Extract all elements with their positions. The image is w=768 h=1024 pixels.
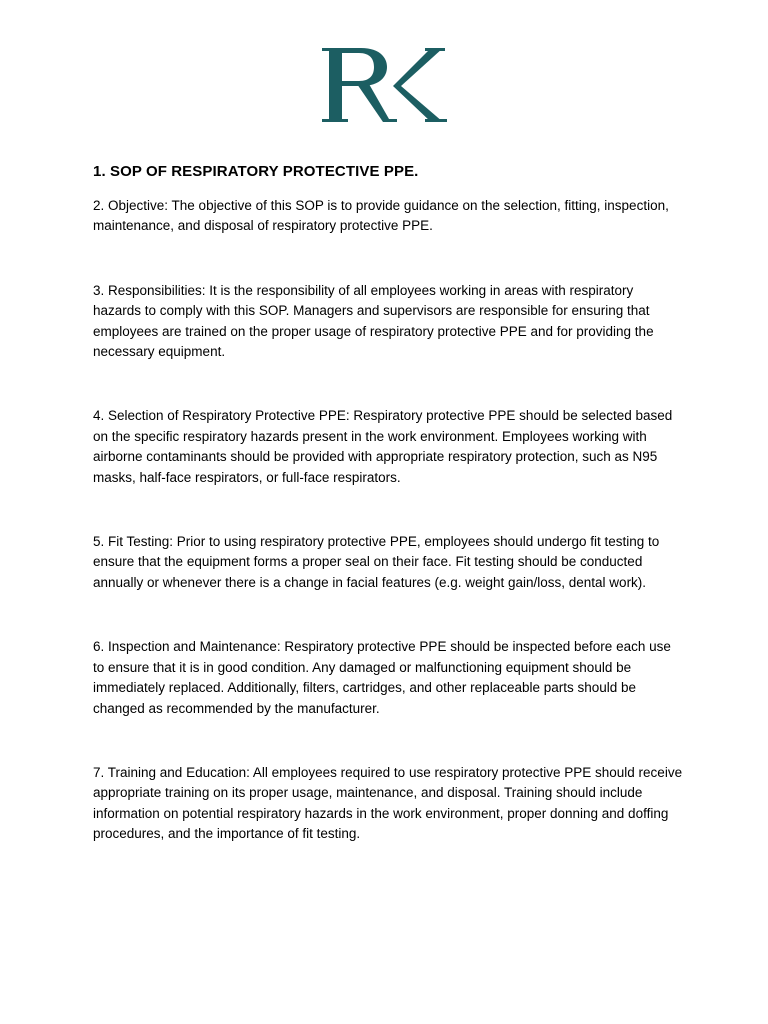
document-body — [93, 160, 683, 845]
rk-logo-icon — [319, 44, 449, 128]
paragraph-training: 7. Training and Education: All employees required to use respiratory protective PPE should receive appropriate training on its proper usage, maintenance, and disposal. Training should include information on potential respiratory hazards in the work environment, proper donning and doffing procedures, and the importance of fit testing. — [93, 764, 683, 842]
paragraph-selection: 4. Selection of Respiratory Protective PPE: Respiratory protective PPE should be selected based on the specific respiratory hazards present in the work environment. Employees working with airborne contaminants should be provided with appropriate respiratory protection, such as N95 masks, half-face respirators, or full-face respirators. — [93, 408, 673, 485]
paragraph-inspection: 6. Inspection and Maintenance: Respiratory protective PPE should be inspected before each use to ensure that it is in good condition. Any damaged or malfunctioning equipment should be immediately replaced. Additionally, filters, cartridges, and other replaceable parts should be changed as recommended by the manufacturer. — [93, 639, 671, 716]
paragraph-responsibilities: 3. Responsibilities: It is the responsibility of all employees working in areas with respiratory hazards to comply with this SOP. Managers and supervisors are responsible for ensuring that employees are trained on the proper usage of respiratory protective PPE and for providing the necessary equipment. — [93, 282, 654, 360]
paragraph-objective: 2. Objective: The objective of this SOP is to provide guidance on the selection, fitting, inspection, maintenance, and disposal of respiratory protective PPE. — [93, 198, 669, 234]
rk-logo — [319, 44, 449, 128]
document-title: 1. SOP OF RESPIRATORY PROTECTIVE PPE. — [93, 163, 419, 180]
paragraph-fit-testing: 5. Fit Testing: Prior to using respiratory protective PPE, employees should undergo fit testing to ensure that the equipment forms a proper seal on their face. Fit testing should be conducted annually or whenever there is a change in facial features (e.g. weight gain/loss, dental work). — [93, 534, 660, 590]
